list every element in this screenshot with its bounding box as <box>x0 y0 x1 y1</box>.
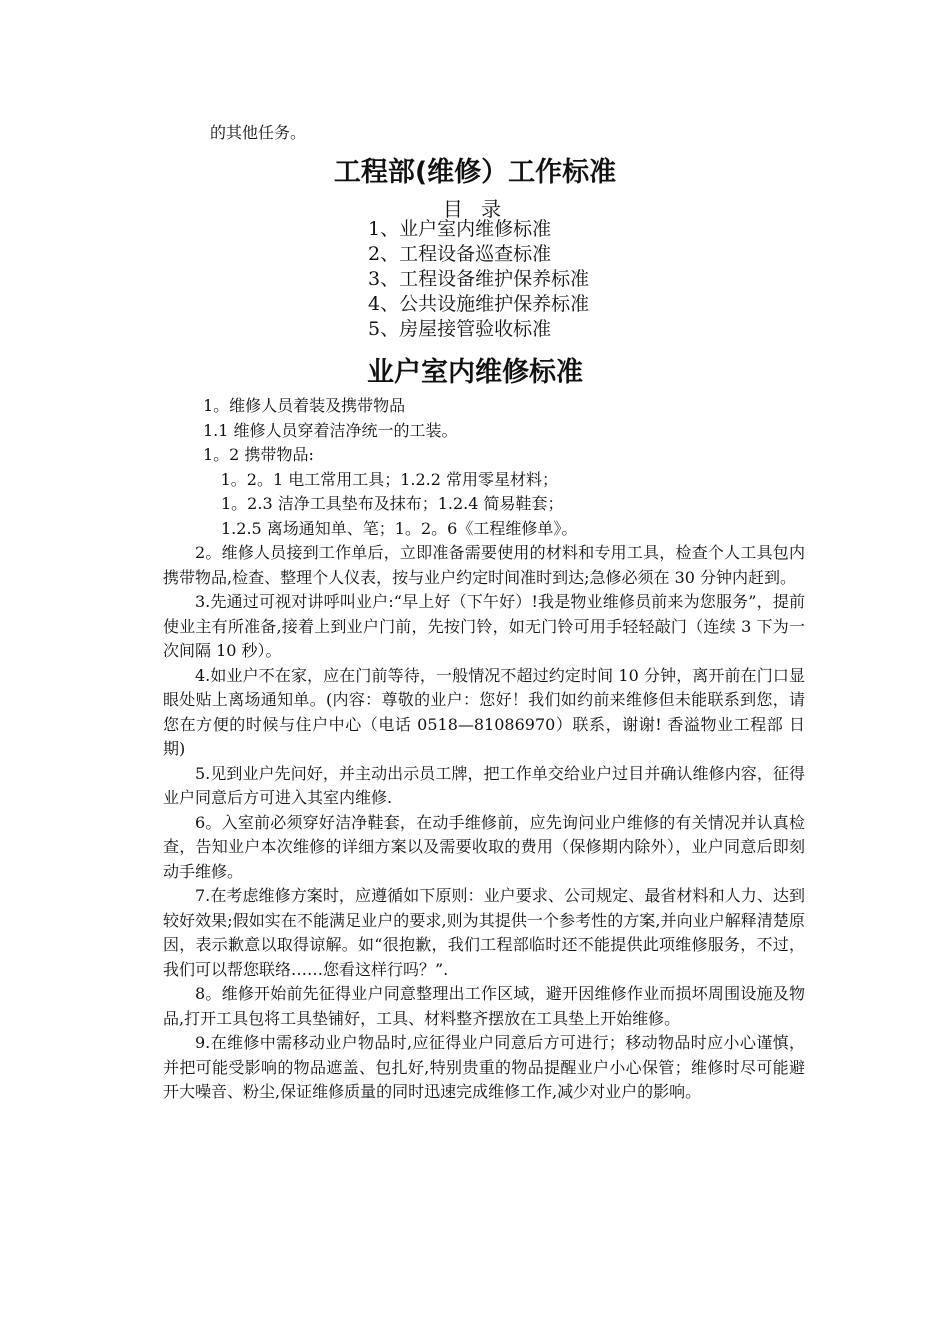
toc-heading: 目 录 <box>442 197 508 221</box>
toc-item: 3、工程设备维护保养标准 <box>368 268 590 290</box>
paragraph-1-2-b: 1。2.3 洁净工具垫布及抹布；1.2.4 简易鞋套； <box>221 494 564 513</box>
toc-item: 5、房屋接管验收标准 <box>368 318 552 340</box>
paragraph-6: 6。入室前必须穿好洁净鞋套，在动手维修前，应先询问业户维修的有关情况并认真检查，告知业户本次维修的详细方案以及需要收取的费用（保修期内除外），业户同意后即刻动手维修。 <box>163 812 805 881</box>
document-title: 工程部(维修）工作标准 <box>333 157 617 188</box>
paragraph-5: 5.见到业户先问好，并主动出示员工牌，把工作单交给业户过目并确认维修内容，征得业户同意后方可进入其室内维修. <box>163 763 805 807</box>
paragraph-2: 2。维修人员接到工作单后，立即准备需要使用的材料和专用工具，检查个人工具包内携带物品,检查、整理个人仪表，按与业户约定时间准时到达;急修必须在 30 分钟内赶到。 <box>163 543 805 587</box>
paragraph-1: 1。维修人员着装及携带物品 <box>203 396 406 415</box>
section-body <box>163 394 805 1105</box>
continuation-text: 的其他任务。 <box>210 123 307 142</box>
paragraph-3: 3.先通过可视对讲呼叫业户:“早上好（下午好）!我是物业维修员前来为您服务”，提前使业主有所准备,接着上到业户门前，先按门铃，如无门铃可用手轻轻敲门（连续 3 下为一次间隔 10 秒）。 <box>163 592 805 660</box>
toc-item: 2、工程设备巡查标准 <box>368 243 552 265</box>
paragraph-4: 4.如业户不在家，应在门前等待，一般情况不超过约定时间 10 分钟，离开前在门口显眼处贴上离场通知单。(内容：尊敬的业户：您好！我们如约前来维修但未能联系到您，请您在方便的时候与住户中心（电话 0518—81086970）联系，谢谢! 香溢物业工程部 日期) <box>163 665 805 758</box>
paragraph-9: 9.在维修中需移动业户物品时,应征得业户同意后方可进行；移动物品时应小心谨慎，并把可能受影响的物品遮盖、包扎好,特别贵重的物品提醒业户小心保管；维修时尽可能避开大噪音、粉尘,保证维修质量的同时迅速完成维修工作,减少对业户的影响。 <box>163 1033 805 1101</box>
paragraph-1-2: 1。2 携带物品: <box>203 445 314 464</box>
paragraph-1-1: 1.1 维修人员穿着洁净统一的工装。 <box>203 420 458 440</box>
section-title: 业户室内维修标准 <box>367 357 583 388</box>
toc-item: 1、业户室内维修标准 <box>368 218 552 240</box>
toc-item: 4、公共设施维护保养标准 <box>368 293 590 315</box>
paragraph-1-2-a: 1。2。1 电工常用工具；1.2.2 常用零星材料； <box>220 469 559 489</box>
paragraph-1-2-c: 1.2.5 离场通知单、笔；1。2。6《工程维修单》。 <box>221 518 578 538</box>
table-of-contents <box>368 217 589 342</box>
paragraph-8: 8。维修开始前先征得业户同意整理出工作区域，避开因维修作业而损坏周围设施及物品,打开工具包将工具垫铺好，工具、材料整齐摆放在工具垫上开始维修。 <box>163 984 805 1028</box>
paragraph-7: 7.在考虑维修方案时，应遵循如下原则：业户要求、公司规定、最省材料和人力、达到较好效果;假如实在不能满足业户的要求,则为其提供一个参考性的方案,并向业户解释清楚原因，表示歉意以取得谅解。如“很抱歉，我们工程部临时还不能提供此项维修服务，不过，我们可以帮您联络……您看这样行吗？”. <box>163 886 805 979</box>
